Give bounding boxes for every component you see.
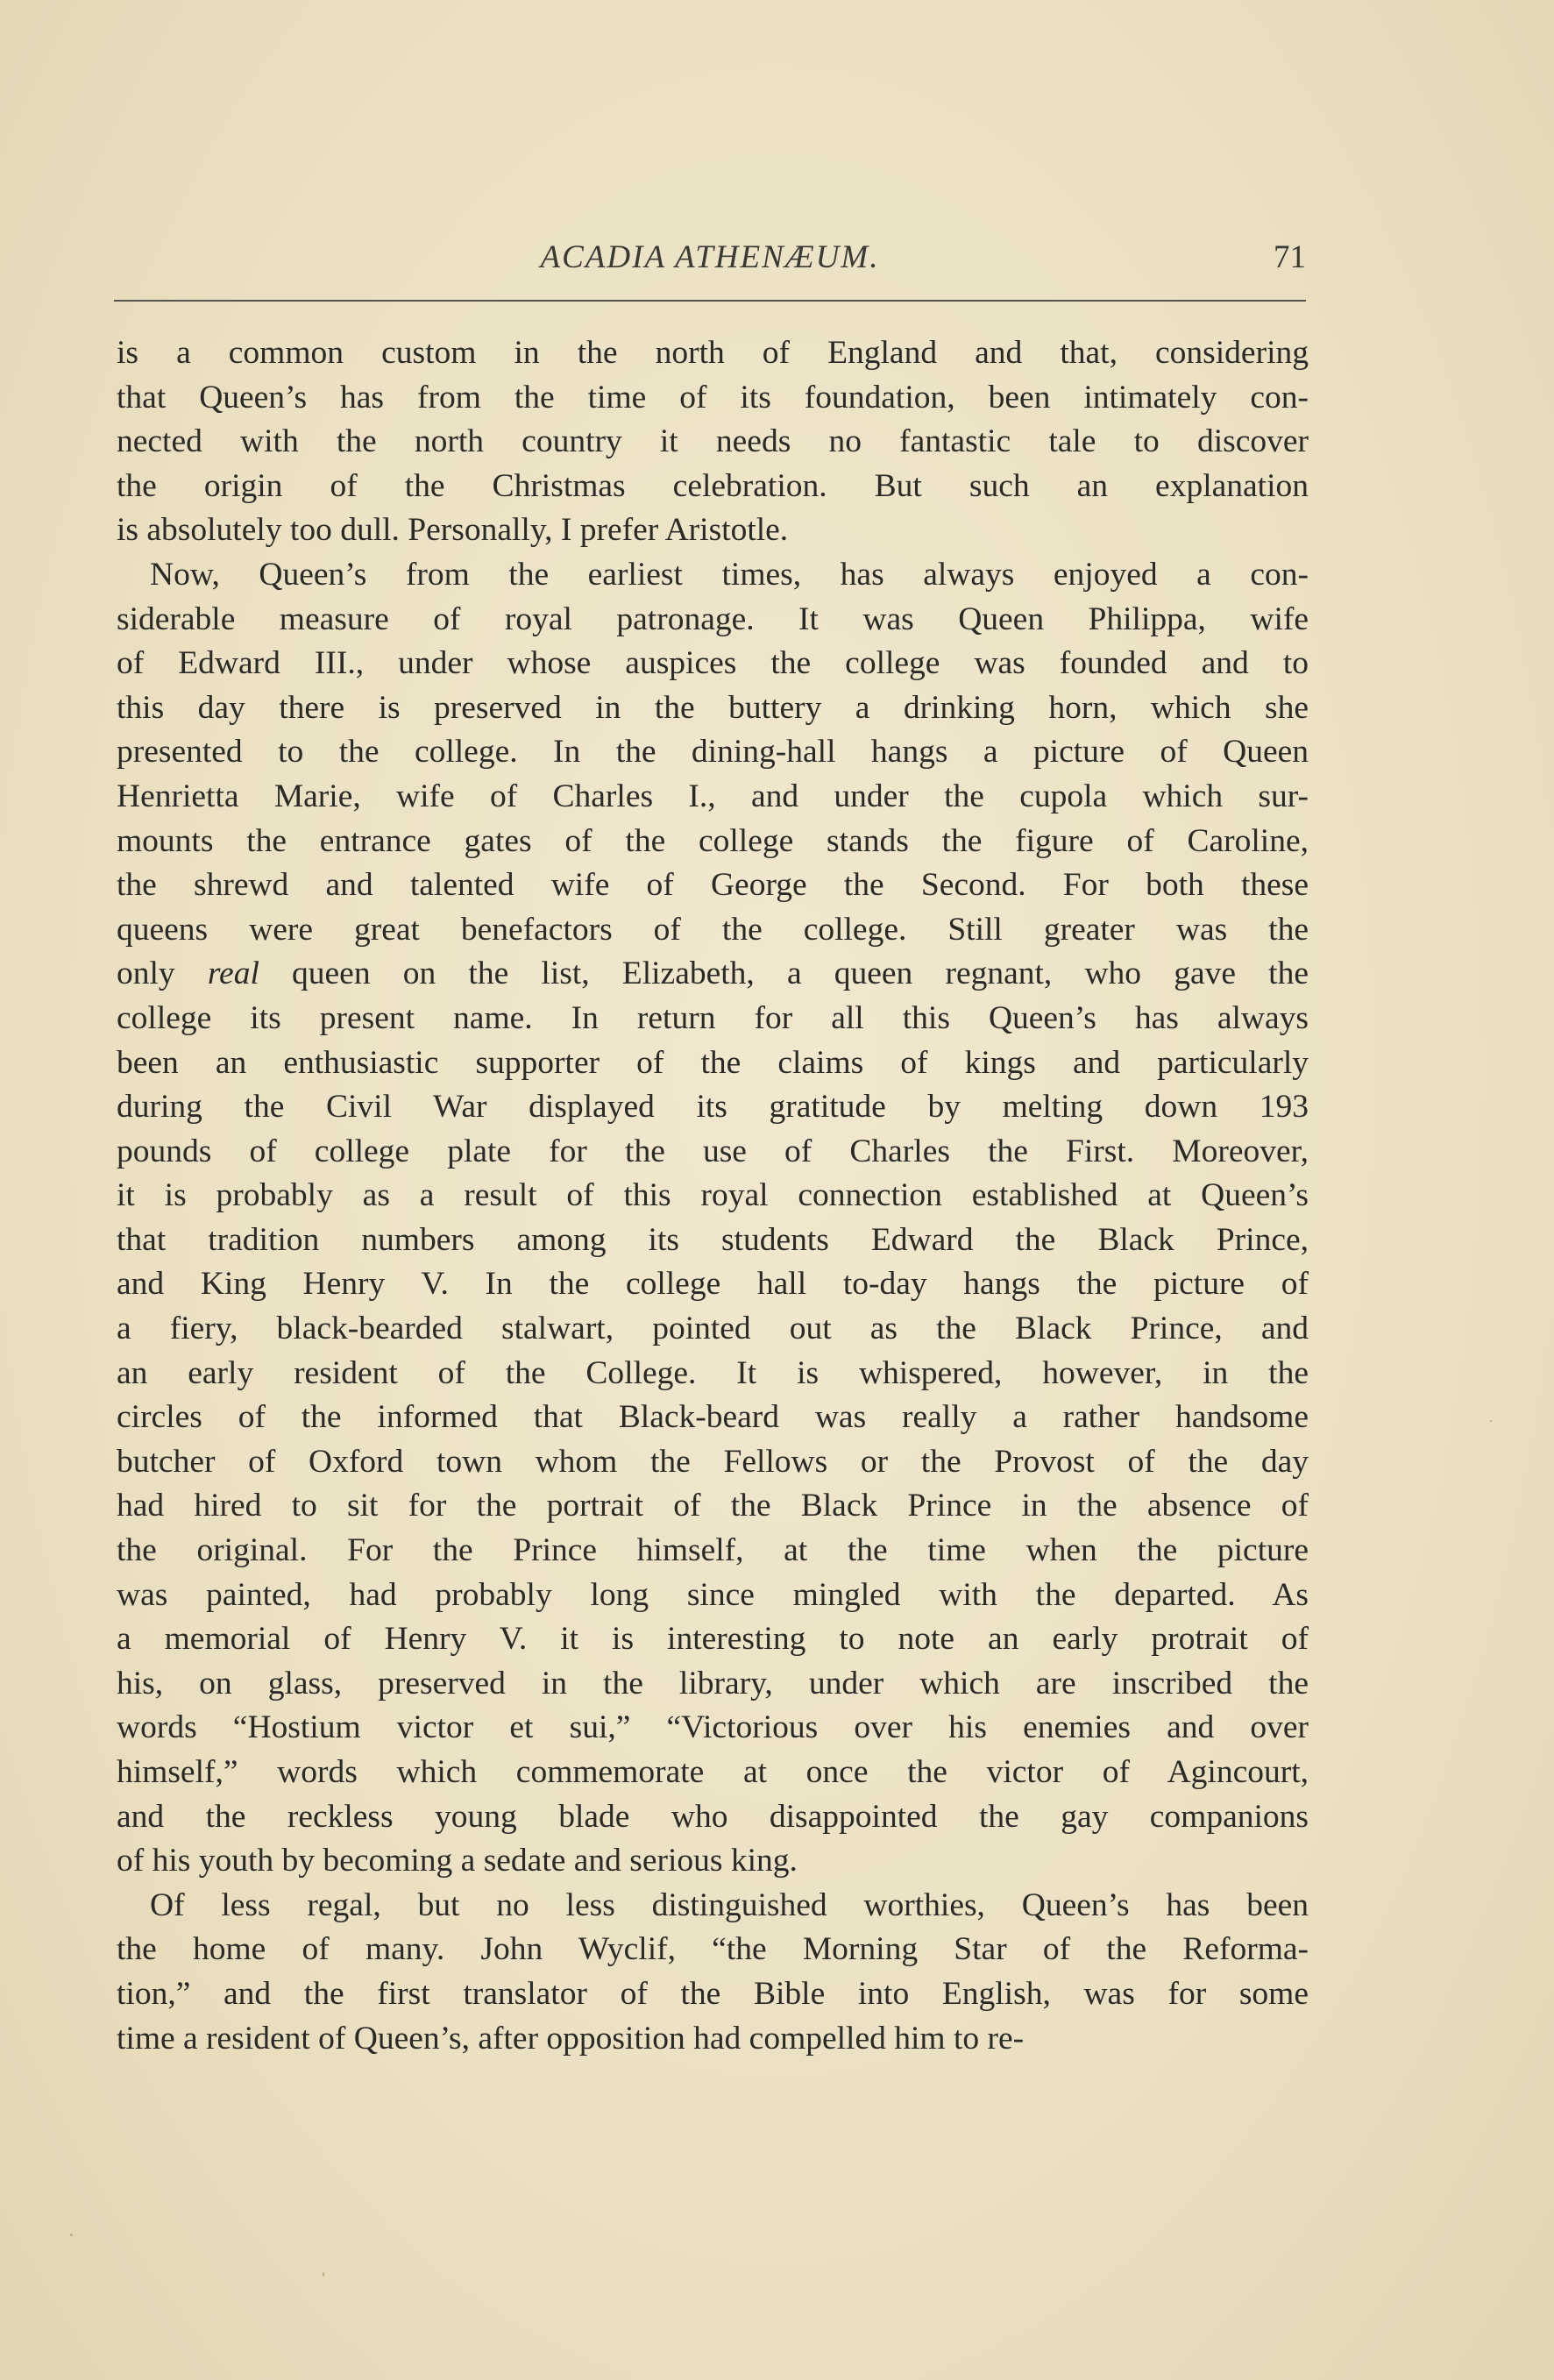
- text-line: is absolutely too dull. Personally, I prefer Aristotle.: [117, 512, 789, 549]
- paper-speck: [70, 2234, 73, 2236]
- text-line: his, on glass, preserved in the library, under which are inscribed the: [117, 1665, 1309, 1702]
- text-line: the shrewd and talented wife of George the Second. For both these: [117, 867, 1309, 904]
- text-line: the original. For the Prince himself, at the time when the picture: [117, 1532, 1309, 1569]
- text-line: this day there is preserved in the buttery a drinking horn, which she: [117, 689, 1309, 726]
- running-header: [114, 238, 1306, 291]
- paper-speck: [323, 2272, 324, 2277]
- text-line: butcher of Oxford town whom the Fellows or the Provost of the day: [117, 1443, 1309, 1480]
- text-line: and the reckless young blade who disappointed the gay companions: [117, 1798, 1309, 1835]
- paragraph: [117, 1884, 1309, 2061]
- text-line: of Edward III., under whose auspices the college was founded and to: [117, 645, 1309, 682]
- text-line: it is probably as a result of this royal connection established at Queen’s: [117, 1177, 1309, 1214]
- paper-speck: [1490, 1420, 1492, 1422]
- journal-title: ACADIA ATHENÆUM.: [540, 239, 880, 275]
- text-line: himself,” words which commemorate at once the victor of Agincourt,: [117, 1754, 1309, 1790]
- text-line: nected with the north country it needs no fantastic tale to discover: [117, 423, 1309, 460]
- text-line: tion,” and the first translator of the Bible into English, was for some: [117, 1975, 1309, 2012]
- text-line: Now, Queen’s from the earliest times, has always enjoyed a con-: [150, 556, 1309, 593]
- text-line: Of less regal, but no less distinguished worthies, Queen’s has been: [150, 1886, 1309, 1923]
- text-line: words “Hostium victor et sui,” “Victorious over his enemies and over: [117, 1709, 1309, 1746]
- text-line: a fiery, black-bearded stalwart, pointed out as the Black Prince, and: [117, 1311, 1309, 1347]
- paragraph: [117, 331, 1309, 553]
- header-rule: [114, 300, 1306, 302]
- text-line: Henrietta Marie, wife of Charles I., and under the cupola which sur-: [117, 778, 1309, 814]
- body-text: [117, 331, 1309, 2061]
- text-line: the origin of the Christmas celebration. But such an explanation: [117, 467, 1309, 504]
- text-line: pounds of college plate for the use of Charles the First. Moreover,: [117, 1133, 1309, 1169]
- text-line: and King Henry V. In the college hall to-day hangs the picture of: [117, 1266, 1309, 1303]
- text-line: of his youth by becoming a sedate and serious king.: [117, 1843, 798, 1879]
- text-line: that tradition numbers among its students Edward the Black Prince,: [117, 1221, 1309, 1258]
- text-line: only real queen on the list, Elizabeth, a queen regnant, who gave the: [117, 956, 1309, 992]
- text-line: during the Civil War displayed its gratitude by melting down 193: [117, 1089, 1309, 1126]
- text-line: is a common custom in the north of England and that, considering: [117, 335, 1309, 371]
- text-line: that Queen’s has from the time of its foundation, been intimately con-: [117, 379, 1309, 416]
- text-line: circles of the informed that Black-beard was really a rather handsome: [117, 1399, 1309, 1436]
- text-line: mounts the entrance gates of the college stands the figure of Caroline,: [117, 822, 1309, 859]
- text-line: was painted, had probably long since mingled with the departed. As: [117, 1576, 1309, 1613]
- text-line: college its present name. In return for all this Queen’s has always: [117, 999, 1309, 1036]
- text-line: been an enthusiastic supporter of the claims of kings and particularly: [117, 1044, 1309, 1081]
- text-line: siderable measure of royal patronage. It was Queen Philippa, wife: [117, 600, 1309, 637]
- text-line: time a resident of Queen’s, after opposition had compelled him to re-: [117, 2020, 1025, 2057]
- italic-word: real: [207, 956, 259, 992]
- text-line: a memorial of Henry V. it is interesting to note an early protrait of: [117, 1621, 1309, 1658]
- page-number: 71: [1274, 239, 1306, 275]
- text-line: the home of many. John Wyclif, “the Morning Star of the Reforma-: [117, 1931, 1309, 1968]
- text-line: presented to the college. In the dining-hall hangs a picture of Queen: [117, 734, 1309, 771]
- paragraph: [117, 553, 1309, 1884]
- text-line: an early resident of the College. It is whispered, however, in the: [117, 1354, 1309, 1391]
- text-line: queens were great benefactors of the college. Still greater was the: [117, 911, 1309, 948]
- text-line: had hired to sit for the portrait of the Black Prince in the absence of: [117, 1488, 1309, 1524]
